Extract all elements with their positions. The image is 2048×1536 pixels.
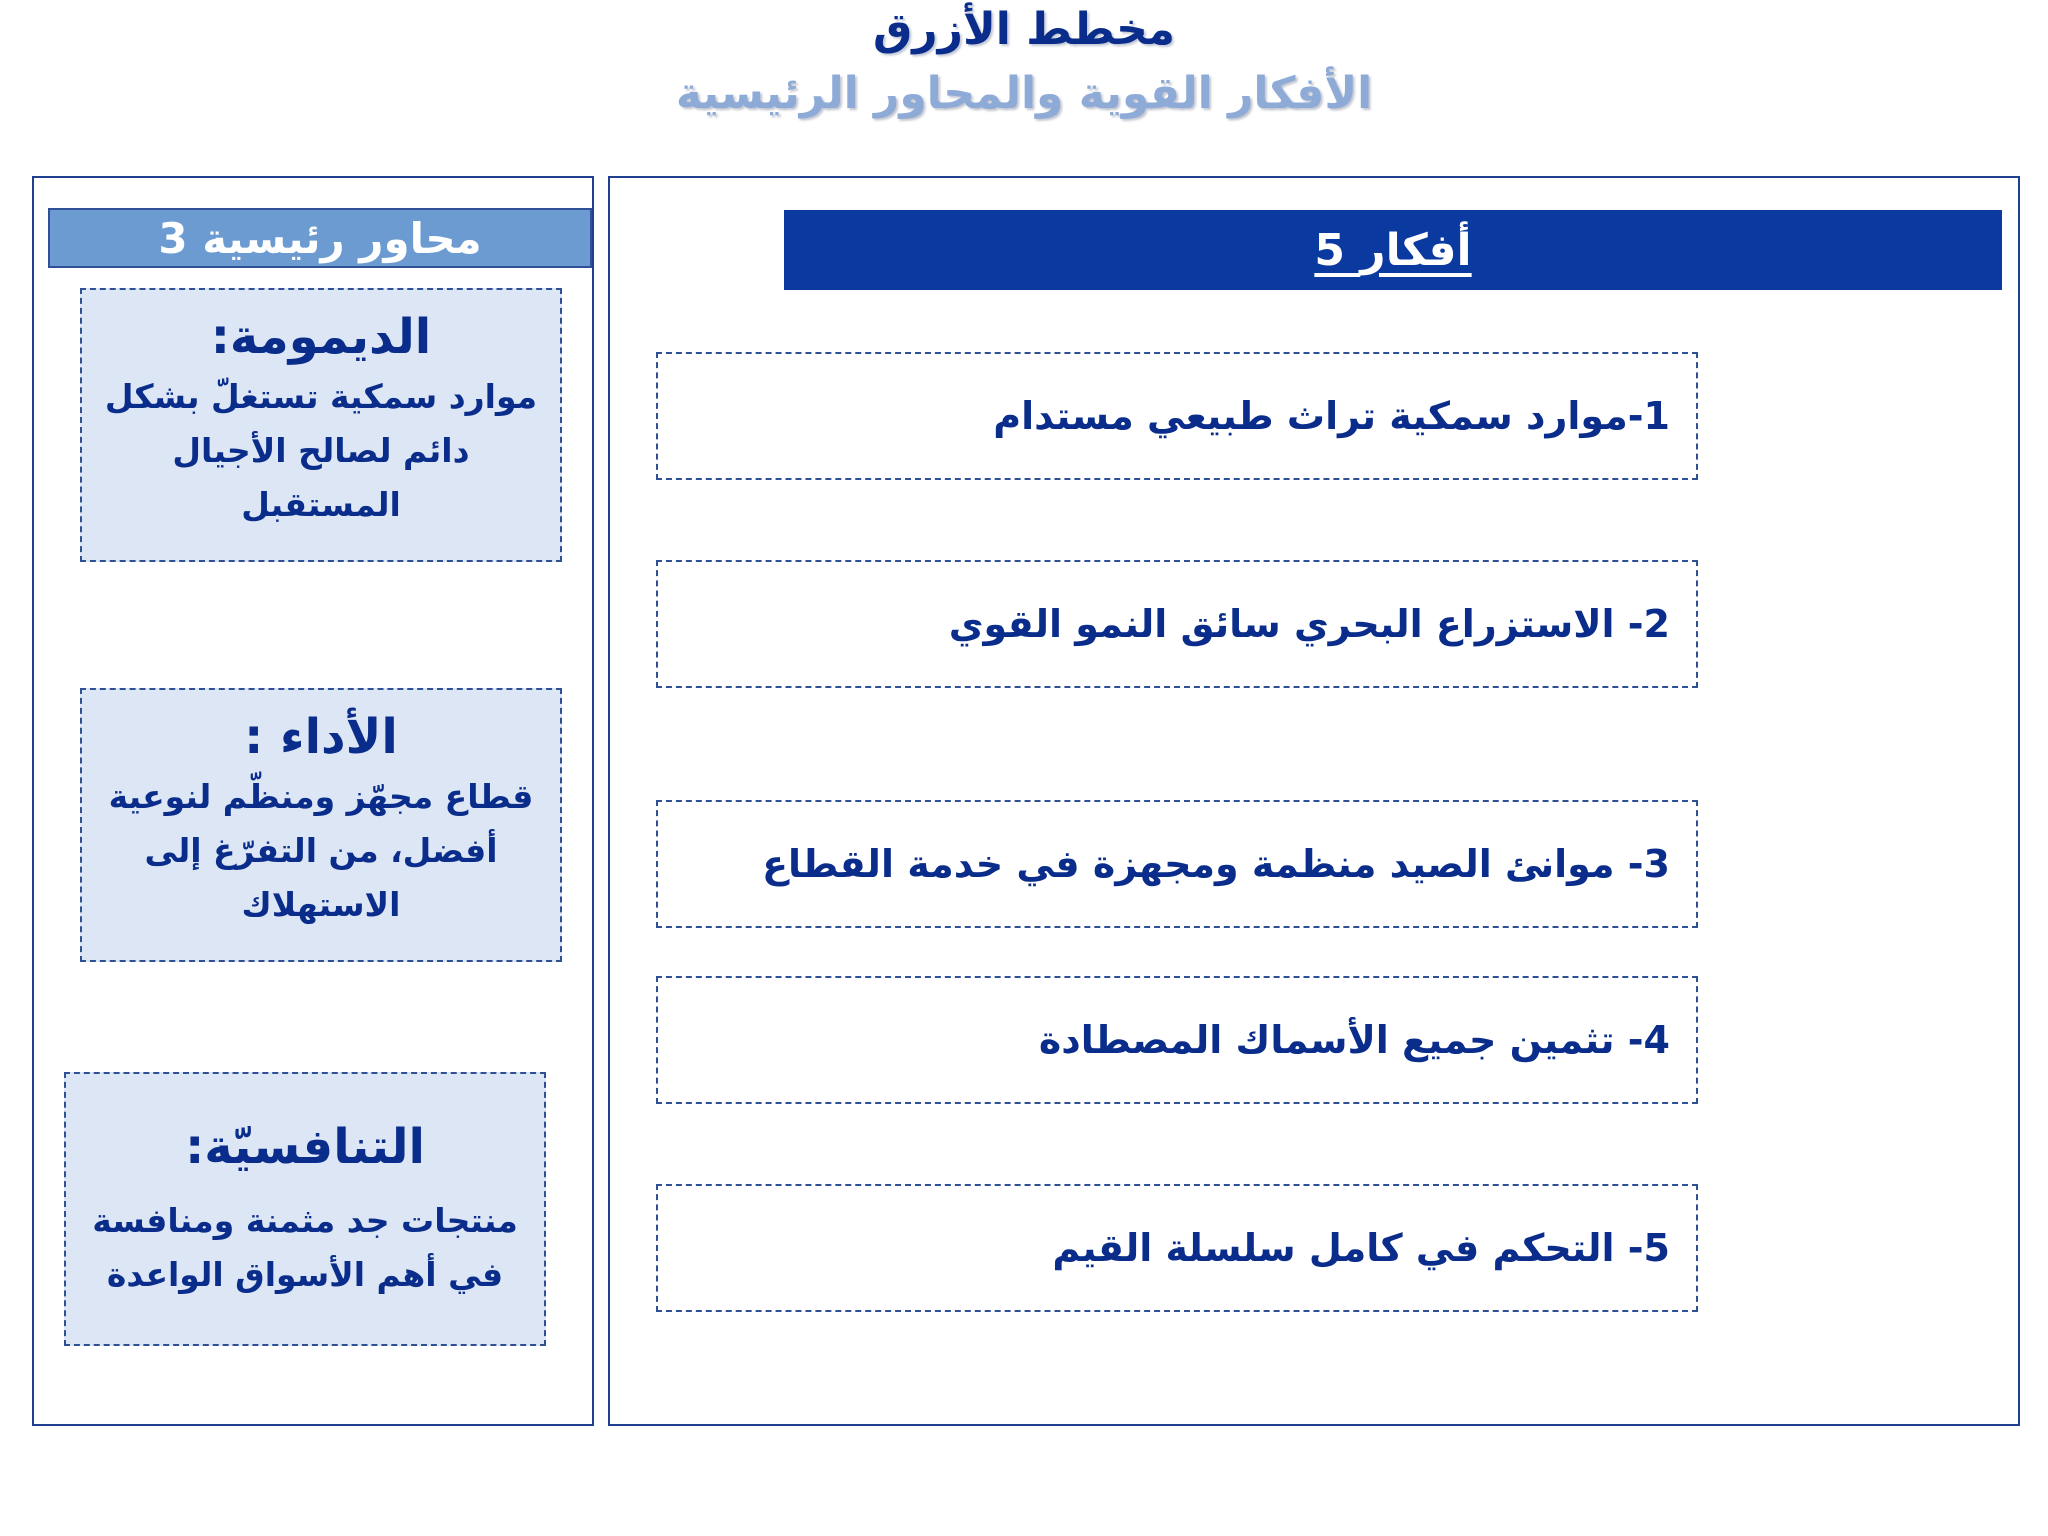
axis-description-line: منتجات جد مثمنة ومنافسة [92,1201,518,1240]
idea-item-3 [656,800,1698,928]
axis-description-line: أفضل، من التفرّغ إلى [144,831,498,870]
ideas-header-label: 5 أفكار [1314,224,1472,276]
idea-item-5 [656,1184,1698,1312]
axis-description [96,370,546,532]
axis-description-line: قطاع مجهّز ومنظّم لنوعية [108,777,534,816]
idea-item-text: 3- موانئ الصيد منظمة ومجهزة في خدمة القطاع [762,842,1670,886]
axis-description [96,770,546,932]
idea-item-2 [656,560,1698,688]
axes-header [48,208,592,268]
axis-card-competitiveness [64,1072,546,1346]
axis-title: التنافسيّة: [185,1119,425,1175]
axis-title: الديمومة: [210,309,432,365]
idea-item-text: 1-موارد سمكية تراث طبيعي مستدام [993,394,1670,438]
axis-description-line: دائم لصالح الأجيال [172,431,470,470]
page-subtitle: الأفكار القوية والمحاور الرئيسية [675,68,1373,119]
axis-card-performance [80,688,562,962]
page-title: مخطط الأزرق [872,4,1176,55]
idea-item-1 [656,352,1698,480]
axis-card-sustainability [80,288,562,562]
axis-description [80,1194,530,1302]
idea-item-text: 2- الاستزراع البحري سائق النمو القوي [948,602,1670,646]
axis-description-line: المستقبل [241,485,401,524]
axis-description-line: في أهم الأسواق الواعدة [106,1255,504,1294]
ideas-header [784,210,2002,290]
axes-header-label: 3 محاور رئيسية [158,213,482,263]
idea-item-4 [656,976,1698,1104]
axis-description-line: موارد سمكية تستغلّ بشكل [104,377,538,416]
axis-title: الأداء : [244,709,398,765]
idea-item-text: 4- تثمين جميع الأسماك المصطادة [1038,1018,1670,1062]
axis-description-line: الاستهلاك [241,885,401,924]
idea-item-text: 5- التحكم في كامل سلسلة القيم [1052,1226,1670,1270]
